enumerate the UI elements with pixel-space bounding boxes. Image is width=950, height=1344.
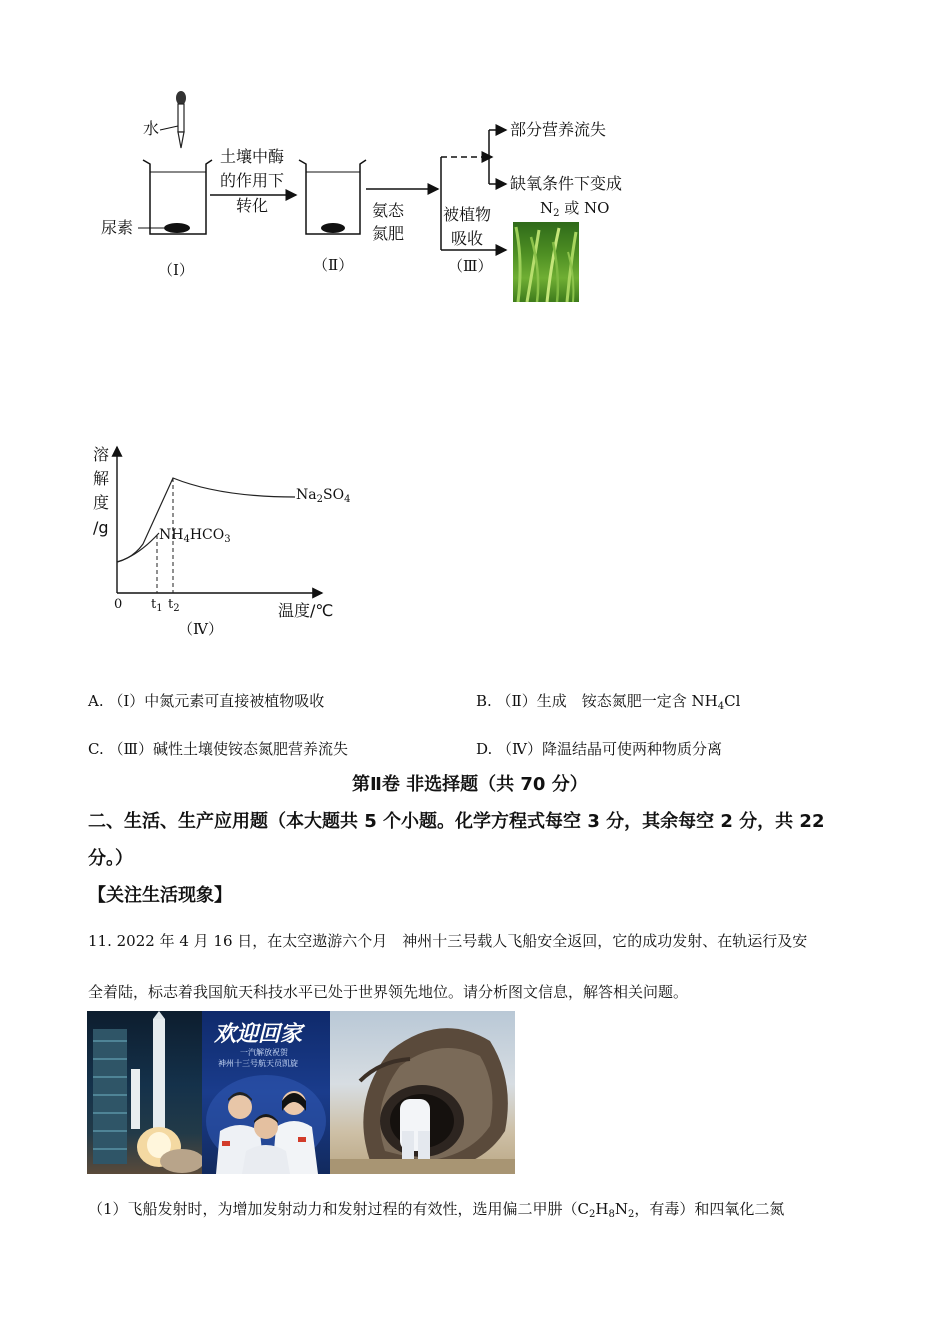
option-a: A. （Ⅰ）中氮元素可直接被植物吸收 xyxy=(88,692,325,710)
y-label-4: /g xyxy=(93,518,109,537)
question-11-sub-1: （1）飞船发射时，为增加发射动力和发射过程的有效性，选用偏二甲肼（$C_2H_8N_2$，有毒）和四氧化二氮 xyxy=(88,1200,785,1220)
anoxic-label: 缺氧条件下变成 xyxy=(510,174,623,193)
y-label-3: 度 xyxy=(93,493,110,512)
poster-subtitle-1: 一汽解放祝贺 xyxy=(240,1048,288,1057)
part-heading-line1: 二、生活、生产应用题（本大题共 5 个小题。化学方程式每空 3 分，其余每空 2 分，共 22 xyxy=(88,811,825,832)
series-na2so4-label: $Na_2SO_4$ xyxy=(296,487,351,505)
fertilizer-label-1: 氨态 xyxy=(372,201,405,220)
section-title: 第Ⅱ卷 非选择题（共 70 分） xyxy=(352,774,588,795)
part-heading-line2: 分。） xyxy=(88,848,133,869)
option-d: D. （Ⅳ）降温结晶可使两种物质分离 xyxy=(476,740,723,758)
urea-label: 尿素 xyxy=(101,218,134,237)
y-label-1: 溶 xyxy=(93,445,110,464)
solubility-chart xyxy=(80,435,380,645)
enzyme-label-2: 的作用下 xyxy=(220,171,285,190)
absorb-label-2: 吸收 xyxy=(451,229,484,248)
nitrogen-process-diagram xyxy=(0,0,700,320)
question-11-line1: 11. 2022 年 4 月 16 日，在太空遨游六个月 神州十三号载人飞船安全返回，它的成功发射、在轨运行及安 xyxy=(88,932,808,950)
enzyme-label-3: 转化 xyxy=(236,196,269,215)
question-11-line2: 全着陆，标志着我国航天科技水平已处于世界领先地位。请分析图文信息，解答相关问题。 xyxy=(88,983,689,1001)
astronauts-graphic xyxy=(202,1071,330,1174)
dropper-icon xyxy=(176,91,186,148)
fertilizer-label-2: 氮肥 xyxy=(372,224,405,243)
stage-1-label: （Ⅰ） xyxy=(158,261,194,279)
grass-blades xyxy=(513,222,579,302)
rocket-launch-photo xyxy=(87,1011,203,1174)
water-label: 水 xyxy=(143,119,160,138)
rocket-launch-graphic xyxy=(87,1011,203,1174)
stage-2-label: （Ⅱ） xyxy=(313,256,354,274)
option-c: C. （Ⅲ）碱性土壤使铵态氮肥营养流失 xyxy=(88,740,348,758)
anoxic-product-label: $N_2$ 或 NO xyxy=(540,199,610,219)
enzyme-label-1: 土壤中酶 xyxy=(220,147,285,166)
beaker-2-icon xyxy=(299,160,366,234)
stage-3-label: （Ⅲ） xyxy=(448,257,493,275)
nutrient-loss-label: 部分营养流失 xyxy=(510,120,607,139)
series-na2so4-line xyxy=(117,478,295,562)
series-nh4hco3-line xyxy=(117,533,159,562)
series-nh4hco3-label: $NH_4HCO_3$ xyxy=(159,527,231,545)
x-tick-t1: $t_1$ xyxy=(151,597,163,614)
absorb-label-1: 被植物 xyxy=(443,205,492,224)
return-capsule-photo xyxy=(330,1011,515,1174)
x-tick-t2: $t_2$ xyxy=(168,597,180,614)
beaker-1-icon xyxy=(143,160,212,234)
y-label-2: 解 xyxy=(93,469,110,488)
poster-subtitle-2: 神州十三号航天员凯旋 xyxy=(218,1059,298,1068)
x-axis-label: 温度/℃ xyxy=(278,601,334,620)
plant-photo xyxy=(513,222,579,302)
topic-heading: 【关注生活现象】 xyxy=(88,885,232,906)
poster-title: 欢迎回家 xyxy=(214,1022,303,1047)
option-b: B. （Ⅱ）生成 铵态氮肥一定含 $NH_4Cl$ xyxy=(476,692,741,712)
welcome-home-poster xyxy=(202,1011,330,1174)
stage-4-label: （Ⅳ） xyxy=(178,620,223,638)
x-tick-0: 0 xyxy=(114,597,123,612)
capsule-graphic xyxy=(330,1011,515,1174)
